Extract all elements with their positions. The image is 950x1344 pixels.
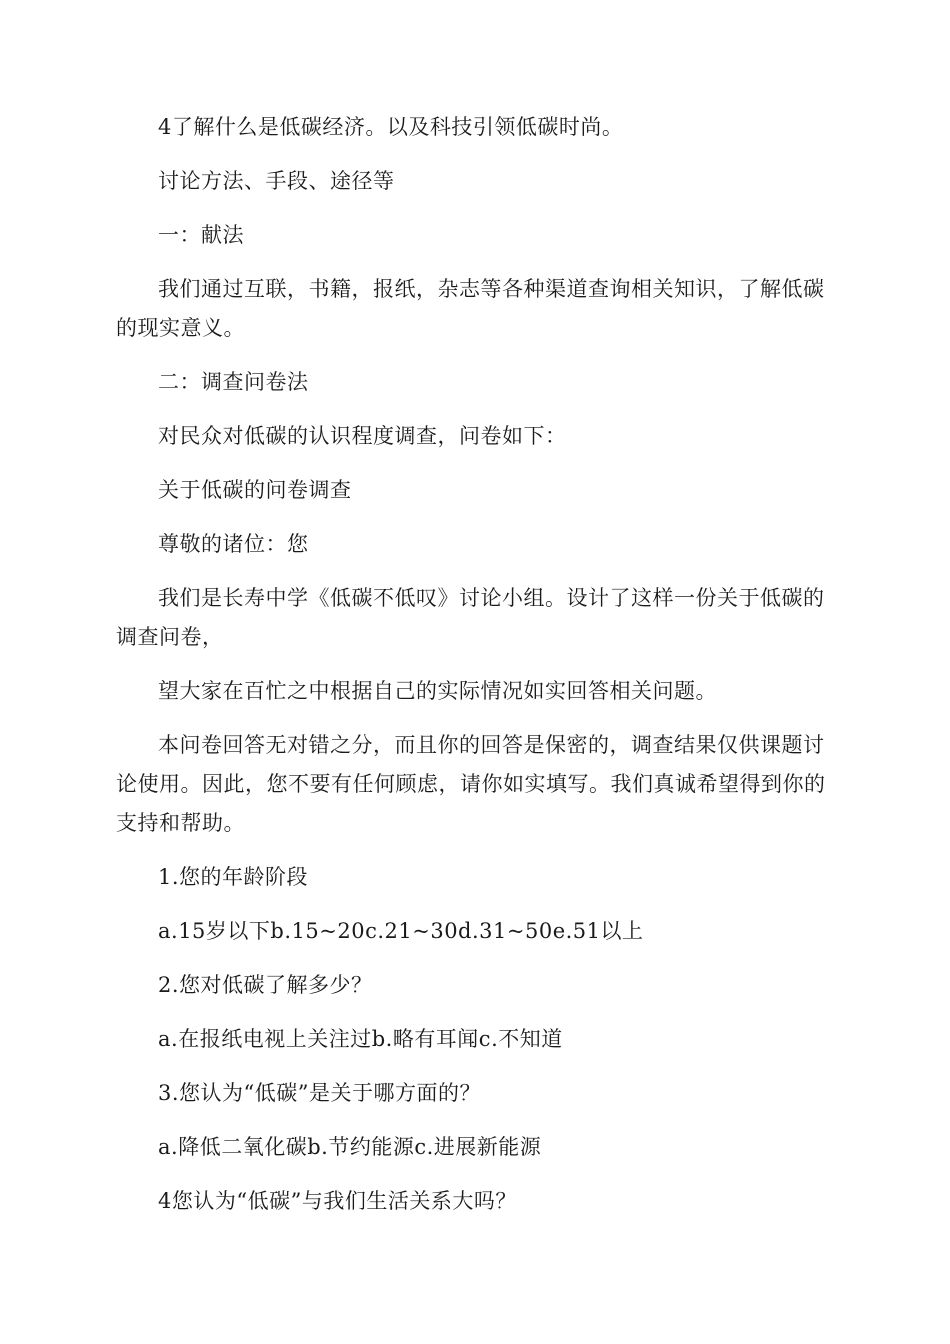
question-3-options: a.降低二氧化碳b.节约能源c.进展新能源	[158, 1135, 542, 1159]
question-3: 3.您认为“低碳”是关于哪方面的？	[158, 1081, 482, 1105]
question-1: 1.您的年龄阶段	[158, 865, 309, 889]
heading-questionnaire-method: 二：调查问卷法	[158, 370, 309, 394]
paragraph-confidentiality: 本问卷回答无对错之分，而且你的回答是保密的，调查结果仅供课题讨论使用。因此，您不要有任何顾虑，请你如实填写。我们真诚希望得到你的支持和帮助。	[116, 733, 826, 835]
heading-literature-method: 一：献法	[158, 223, 244, 247]
paragraph-discussion-methods: 讨论方法、手段、途径等	[158, 169, 395, 193]
paragraph-learn-low-carbon: 4了解什么是低碳经济。以及科技引领低碳时尚。	[158, 115, 624, 139]
paragraph-research-channels: 我们通过互联，书籍，报纸，杂志等各种渠道查询相关知识，了解低碳的现实意义。	[116, 277, 825, 340]
question-1-options: a.15岁以下b.15~20c.21~30d.31~50e.51以上	[158, 919, 644, 943]
paragraph-survey-intro: 对民众对低碳的认识程度调查，问卷如下：	[158, 424, 567, 448]
document-body	[116, 108, 836, 1236]
paragraph-request: 望大家在百忙之中根据自己的实际情况如实回答相关问题。	[158, 679, 717, 703]
question-4: 4您认为“低碳”与我们生活关系大吗？	[158, 1189, 517, 1213]
questionnaire-title: 关于低碳的问卷调查	[158, 478, 352, 502]
questionnaire-greeting: 尊敬的诸位：您	[158, 532, 309, 556]
question-2-options: a.在报纸电视上关注过b.略有耳闻c.不知道	[158, 1027, 563, 1051]
paragraph-group-intro: 我们是长寿中学《低碳不低叹》讨论小组。设计了这样一份关于低碳的调查问卷，	[116, 586, 825, 649]
question-2: 2.您对低碳了解多少？	[158, 973, 373, 997]
